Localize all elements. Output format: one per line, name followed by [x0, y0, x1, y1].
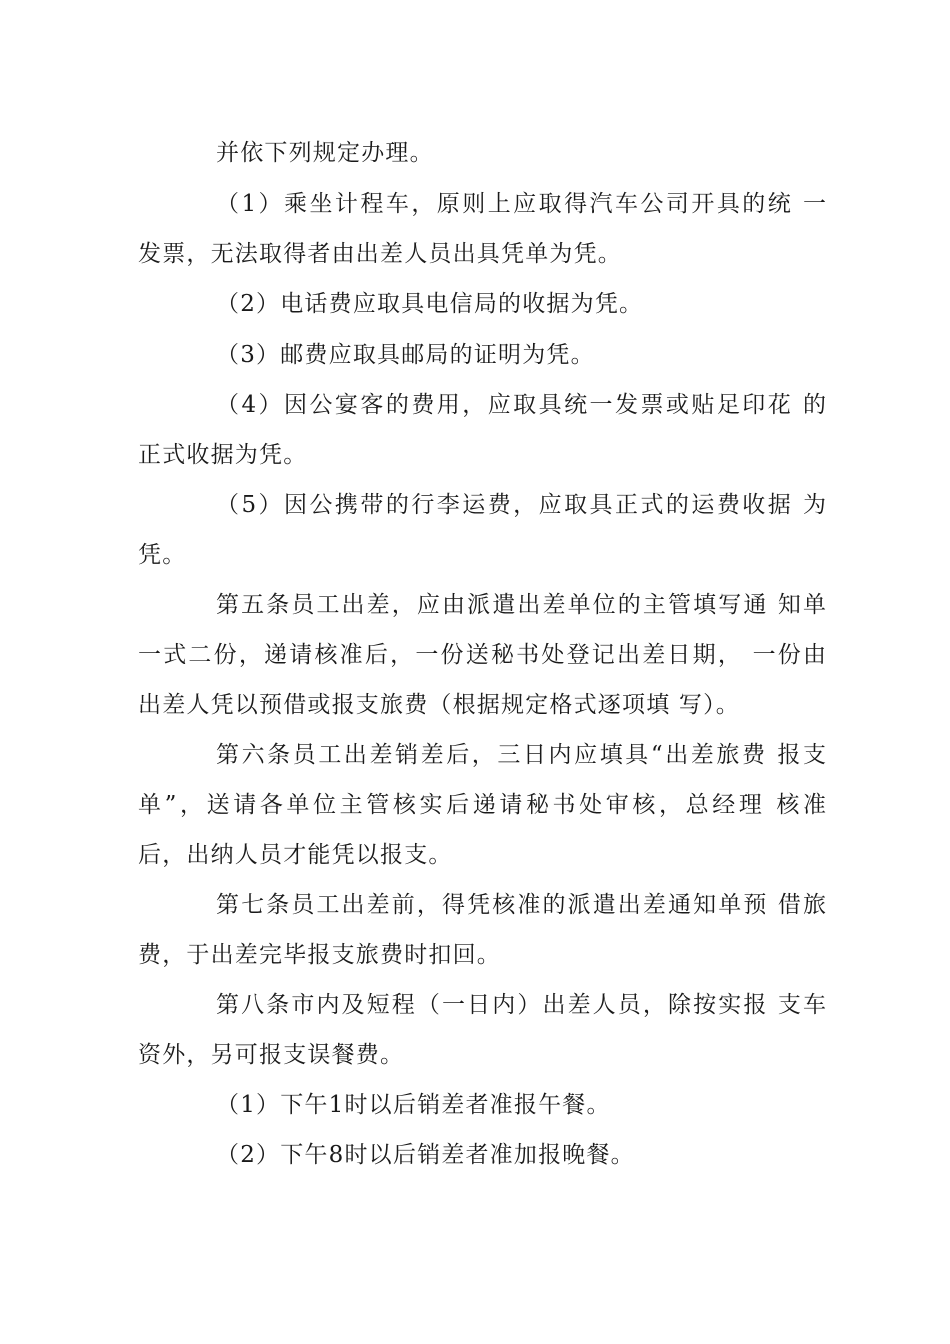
paragraph-line: 并依下列规定办理。	[216, 140, 434, 166]
paragraph-line: （3）邮费应取具邮局的证明为凭。	[216, 342, 595, 368]
paragraph-line: （1）下午1时以后销差者准报午餐。	[216, 1092, 611, 1118]
paragraph-line: 一式二份，递请核准后，一份送秘书处登记出差日期， 一份由	[138, 642, 826, 668]
paragraph-line: 第八条市内及短程（一日内）出差人员，除按实报 支车	[216, 992, 826, 1018]
paragraph-line: 第六条员工出差销差后，三日内应填具“出差旅费 报支	[216, 742, 826, 768]
paragraph-line: 出差人凭以预借或报支旅费（根据规定格式逐项填 写）。	[138, 692, 741, 718]
paragraph-line: （5）因公携带的行李运费，应取具正式的运费收据 为	[216, 492, 826, 518]
paragraph-line: 发票，无法取得者由出差人员出具凭单为凭。	[138, 241, 622, 267]
paragraph-line: 单”，送请各单位主管核实后递请秘书处审核，总经理 核准	[138, 792, 826, 818]
paragraph-line: 第七条员工出差前，得凭核准的派遣出差通知单预 借旅	[216, 892, 826, 918]
paragraph-line: （2）下午8时以后销差者准加报晚餐。	[216, 1142, 635, 1168]
paragraph-line: 后，出纳人员才能凭以报支。	[138, 842, 453, 868]
paragraph-line: （2）电话费应取具电信局的收据为凭。	[216, 291, 644, 317]
paragraph-line: （4）因公宴客的费用，应取具统一发票或贴足印花 的	[216, 392, 826, 418]
paragraph-line: 第五条员工出差，应由派遣出差单位的主管填写通 知单	[216, 592, 826, 618]
paragraph-line: 正式收据为凭。	[138, 442, 308, 468]
paragraph-line: （1）乘坐计程车，原则上应取得汽车公司开具的统 一	[216, 191, 826, 217]
paragraph-line: 凭。	[138, 542, 187, 568]
paragraph-line: 费，于出差完毕报支旅费时扣回。	[138, 942, 501, 968]
paragraph-line: 资外，另可报支误餐费。	[138, 1042, 405, 1068]
